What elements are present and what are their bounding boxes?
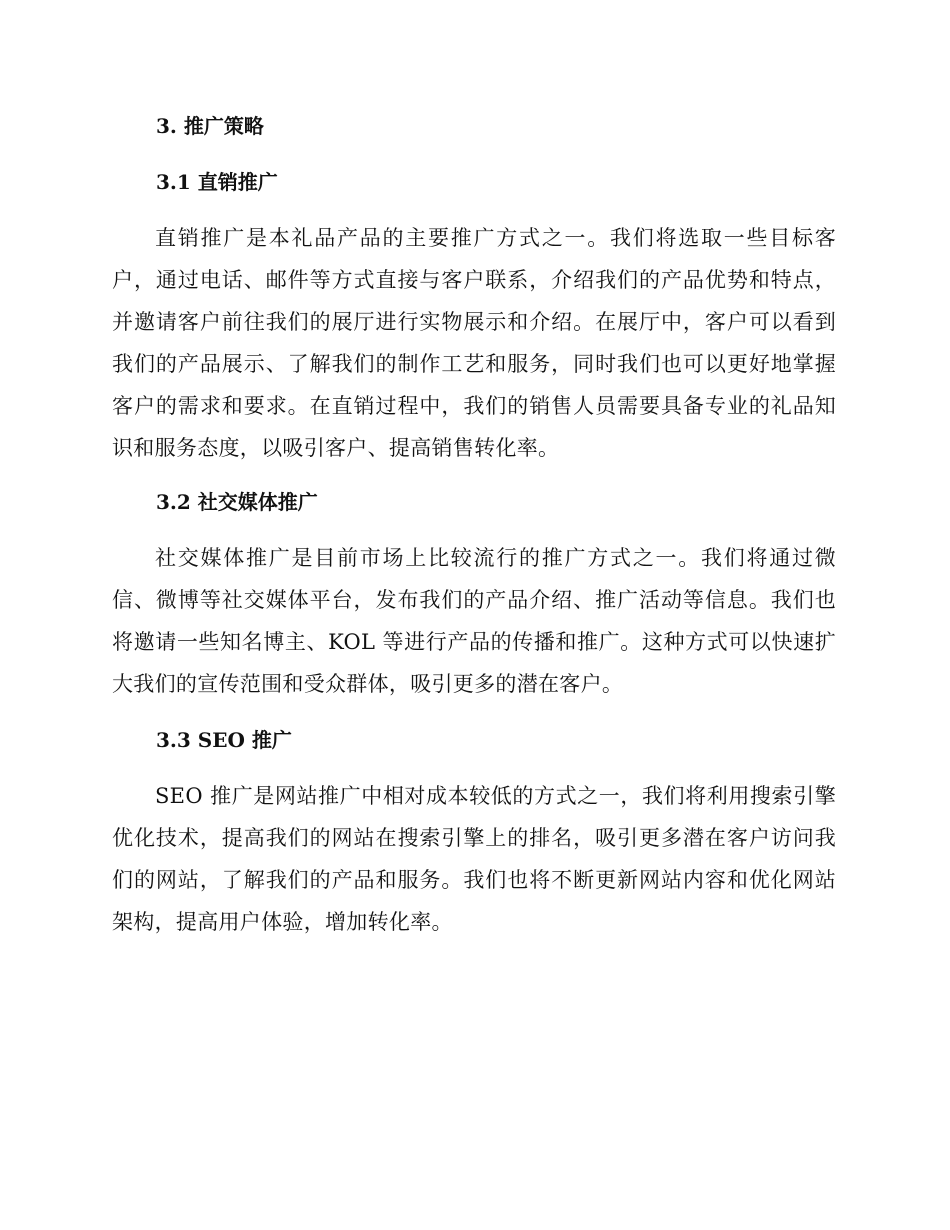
- section-heading: 3. 推广策略: [156, 114, 264, 138]
- paragraph-social-media: 社交媒体推广是目前市场上比较流行的推广方式之一。我们将通过微信、微博等社交媒体平台，发布我们的产品介绍、推广活动等信息。我们也将邀请一些知名博主、KOL 等进行产品的传播和推广。这种方式可以快速扩大我们的宣传范围和受众群体，吸引更多的潜在客户。: [112, 546, 836, 696]
- subsection-heading-direct-sales: 3.1 直销推广: [156, 170, 278, 194]
- subsection-heading-social-media: 3.2 社交媒体推广: [156, 490, 318, 514]
- paragraph-seo: SEO 推广是网站推广中相对成本较低的方式之一，我们将利用搜索引擎优化技术，提高我们的网站在搜索引擎上的排名，吸引更多潜在客户访问我们的网站，了解我们的产品和服务。我们也将不断更新网站内容和优化网站架构，提高用户体验，增加转化率。: [112, 784, 836, 934]
- paragraph-direct-sales: 直销推广是本礼品产品的主要推广方式之一。我们将选取一些目标客户，通过电话、邮件等方式直接与客户联系，介绍我们的产品优势和特点，并邀请客户前往我们的展厅进行实物展示和介绍。在展厅中，客户可以看到我们的产品展示、了解我们的制作工艺和服务，同时我们也可以更好地掌握客户的需求和要求。在直销过程中，我们的销售人员需要具备专业的礼品知识和服务态度，以吸引客户、提高销售转化率。: [112, 226, 836, 460]
- subsection-heading-seo: 3.3 SEO 推广: [156, 728, 292, 752]
